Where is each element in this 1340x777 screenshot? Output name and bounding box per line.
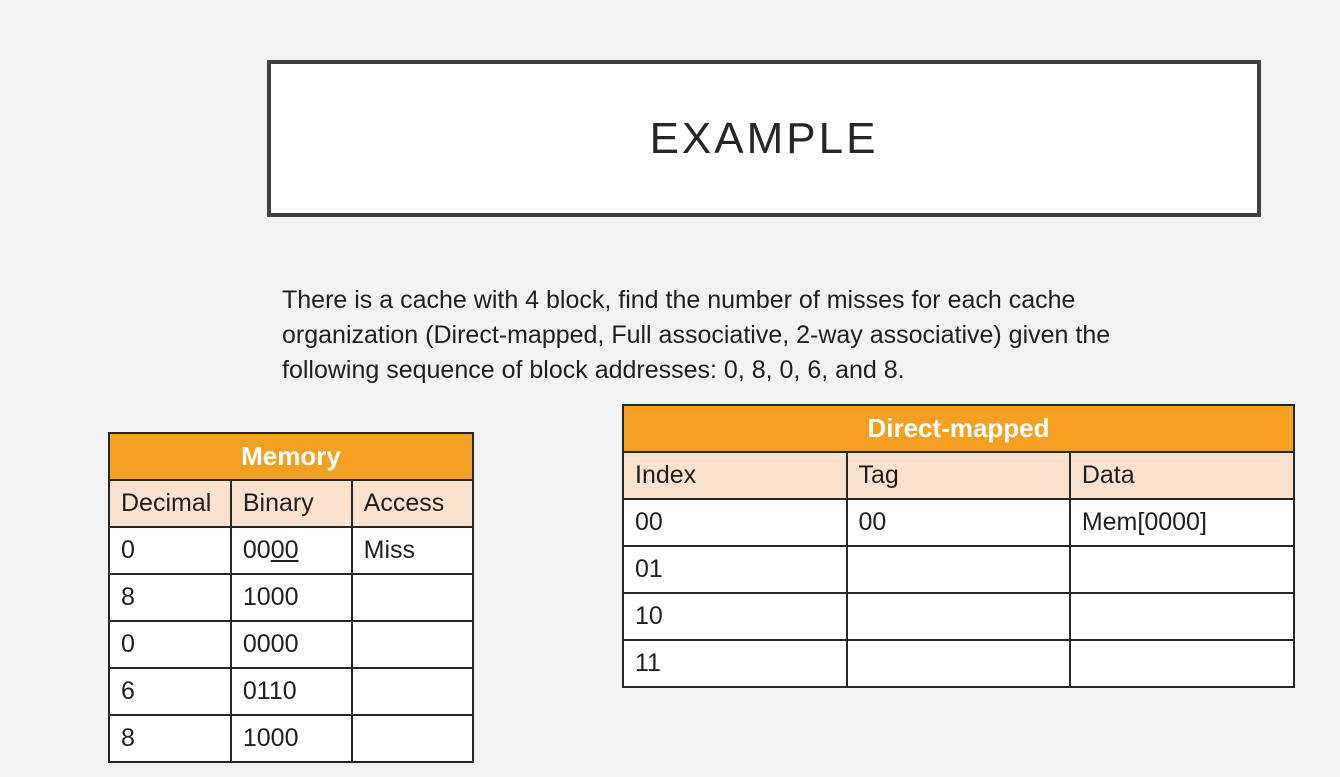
table-row [623,546,1294,593]
table-row [623,593,1294,640]
column-header-tag: Tag [847,452,1070,499]
table-row [109,527,473,574]
tag-cell [847,640,1070,687]
column-header-binary: Binary [231,480,352,527]
access-cell [352,574,473,621]
direct-mapped-table-title: Direct-mapped [623,405,1294,452]
access-cell [352,621,473,668]
decimal-cell: 8 [109,574,231,621]
slide-title: EXAMPLE [649,113,879,163]
tag-cell: 00 [847,499,1070,546]
tag-cell [847,593,1070,640]
data-cell [1070,593,1294,640]
binary-cell: 0110 [231,668,352,715]
memory-table [108,432,474,763]
binary-prefix: 00 [242,536,271,564]
access-cell: Miss [352,527,473,574]
binary-cell: 0000 [231,621,352,668]
table-row [623,640,1294,687]
tag-cell [847,546,1070,593]
index-cell: 00 [623,499,847,546]
binary-cell: 1000 [231,574,352,621]
index-cell: 10 [623,593,847,640]
decimal-cell: 6 [109,668,231,715]
data-cell [1070,640,1294,687]
title-box [267,60,1261,217]
table-row [109,715,473,762]
index-cell: 01 [623,546,847,593]
table-row [109,668,473,715]
problem-description: There is a cache with 4 block, find the number of misses for each cache organization (Direct-mapped, Full associative, 2-way associative) given the following sequence of block addresses: 0, 8, 0, 6, and 8. [282,286,1111,384]
index-cell: 11 [623,640,847,687]
access-cell [352,668,473,715]
table-row [109,621,473,668]
direct-mapped-table [622,404,1295,688]
column-header-decimal: Decimal [109,480,231,527]
decimal-cell: 0 [109,527,231,574]
binary-index-bits: 00 [270,536,299,564]
access-cell [352,715,473,762]
data-cell: Mem[0000] [1070,499,1294,546]
table-row [623,499,1294,546]
memory-table-title: Memory [109,433,473,480]
decimal-cell: 8 [109,715,231,762]
column-header-index: Index [623,452,847,499]
decimal-cell: 0 [109,621,231,668]
table-row [109,574,473,621]
binary-cell: 1000 [231,715,352,762]
column-header-data: Data [1070,452,1294,499]
column-header-access: Access [352,480,473,527]
binary-cell [231,527,352,574]
data-cell [1070,546,1294,593]
